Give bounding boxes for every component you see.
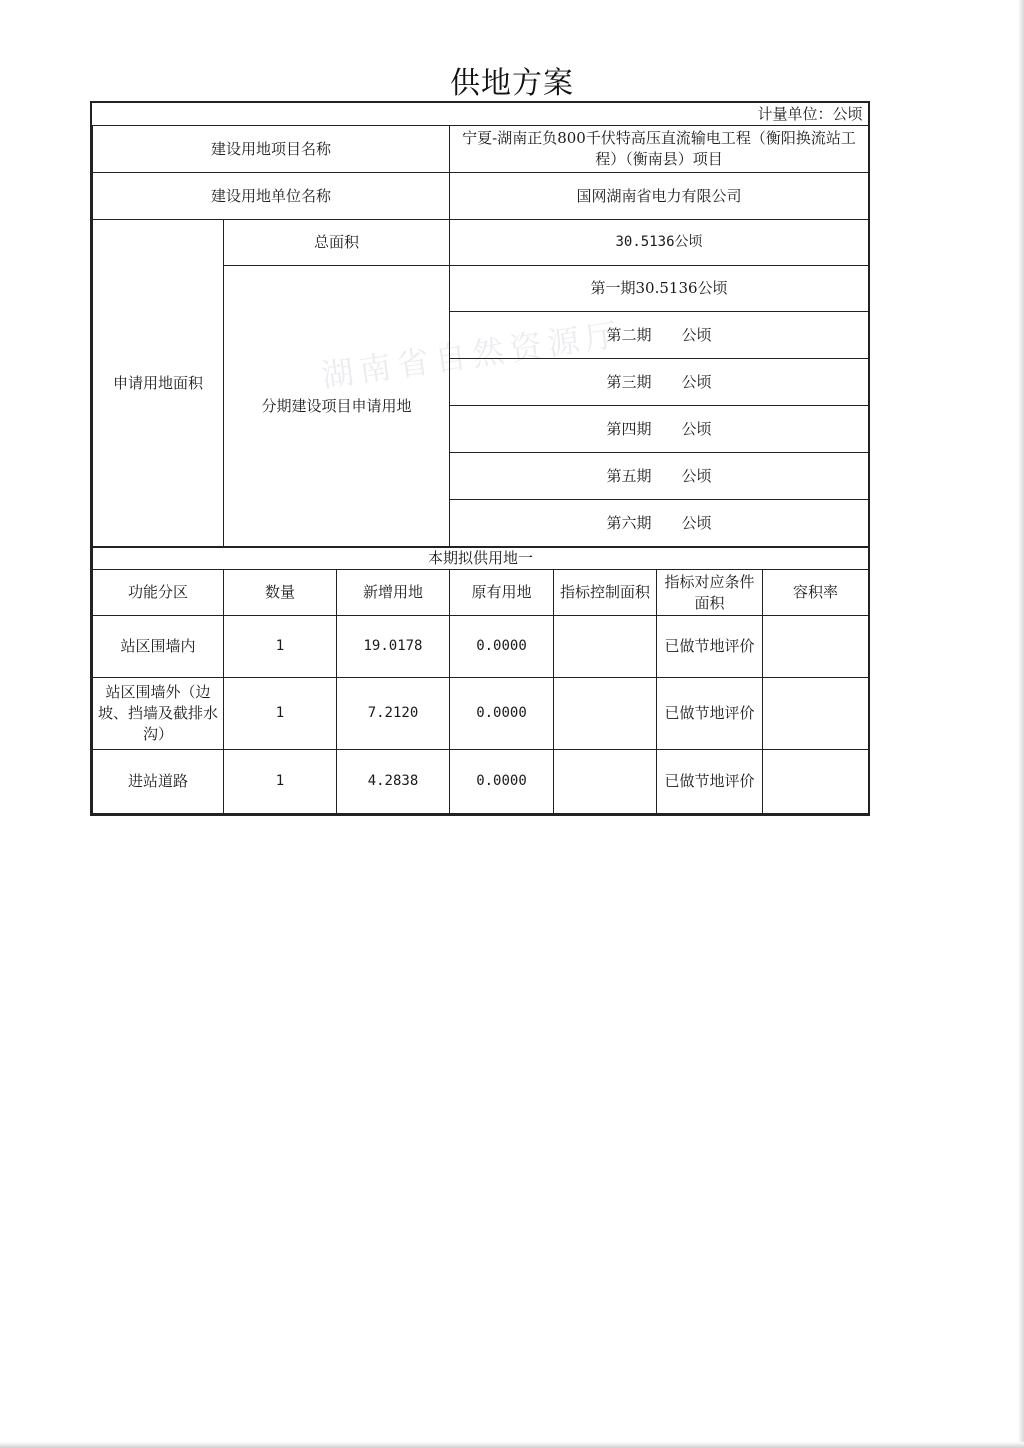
project-info-table <box>92 103 869 547</box>
column-header: 新增用地 <box>337 570 450 616</box>
phase-item: 第一期30.5136公顷 <box>450 266 869 312</box>
zone-cell: 站区围墙内 <box>93 616 224 678</box>
land-detail-table <box>92 547 869 814</box>
total-area-label: 总面积 <box>224 220 450 266</box>
land-supply-form <box>90 101 870 816</box>
phase-item: 第四期 公顷 <box>450 406 869 453</box>
column-header: 原有用地 <box>450 570 554 616</box>
column-header: 功能分区 <box>93 570 224 616</box>
column-header: 指标对应条件面积 <box>657 570 763 616</box>
new-land-cell: 19.0178 <box>337 616 450 678</box>
control-area-cell <box>554 616 657 678</box>
unit-label: 计量单位：公顷 <box>93 103 869 126</box>
new-land-cell: 7.2120 <box>337 678 450 750</box>
new-land-cell: 4.2838 <box>337 750 450 814</box>
phase-item: 第五期 公顷 <box>450 453 869 500</box>
zone-cell: 进站道路 <box>93 750 224 814</box>
unit-name-value: 国网湖南省电力有限公司 <box>450 173 869 220</box>
condition-area-cell: 已做节地评价 <box>657 616 763 678</box>
condition-area-cell: 已做节地评价 <box>657 750 763 814</box>
faded-stamp-watermark: 湖南省自然资源厅 <box>319 315 626 395</box>
phased-label: 分期建设项目申请用地 <box>224 266 450 547</box>
ratio-cell <box>763 616 869 678</box>
count-cell: 1 <box>224 750 337 814</box>
ratio-cell <box>763 750 869 814</box>
scan-edge-shadow <box>1018 0 1024 1448</box>
phase-item: 第三期 公顷 <box>450 359 869 406</box>
old-land-cell: 0.0000 <box>450 678 554 750</box>
total-area-value: 30.5136公顷 <box>450 220 869 266</box>
column-header: 指标控制面积 <box>554 570 657 616</box>
column-header: 数量 <box>224 570 337 616</box>
count-cell: 1 <box>224 616 337 678</box>
condition-area-cell: 已做节地评价 <box>657 678 763 750</box>
zone-cell: 站区围墙外（边坡、挡墙及截排水沟） <box>93 678 224 750</box>
control-area-cell <box>554 750 657 814</box>
ratio-cell <box>763 678 869 750</box>
old-land-cell: 0.0000 <box>450 750 554 814</box>
scan-bottom-shadow <box>0 1442 1024 1448</box>
unit-name-label: 建设用地单位名称 <box>93 173 450 220</box>
phase-item: 第六期 公顷 <box>450 500 869 547</box>
current-phase-label: 本期拟供用地一 <box>93 548 869 570</box>
project-name-label: 建设用地项目名称 <box>93 126 450 173</box>
page-title: 供地方案 <box>450 66 574 101</box>
table-row <box>93 678 869 750</box>
project-name-value: 宁夏-湖南正负800千伏特高压直流输电工程（衡阳换流站工程）（衡南县）项目 <box>450 126 869 173</box>
phase-item: 第二期 公顷 <box>450 312 869 359</box>
control-area-cell <box>554 678 657 750</box>
apply-area-label: 申请用地面积 <box>93 220 224 547</box>
table-row <box>93 616 869 678</box>
old-land-cell: 0.0000 <box>450 616 554 678</box>
column-header: 容积率 <box>763 570 869 616</box>
table-row <box>93 750 869 814</box>
count-cell: 1 <box>224 678 337 750</box>
